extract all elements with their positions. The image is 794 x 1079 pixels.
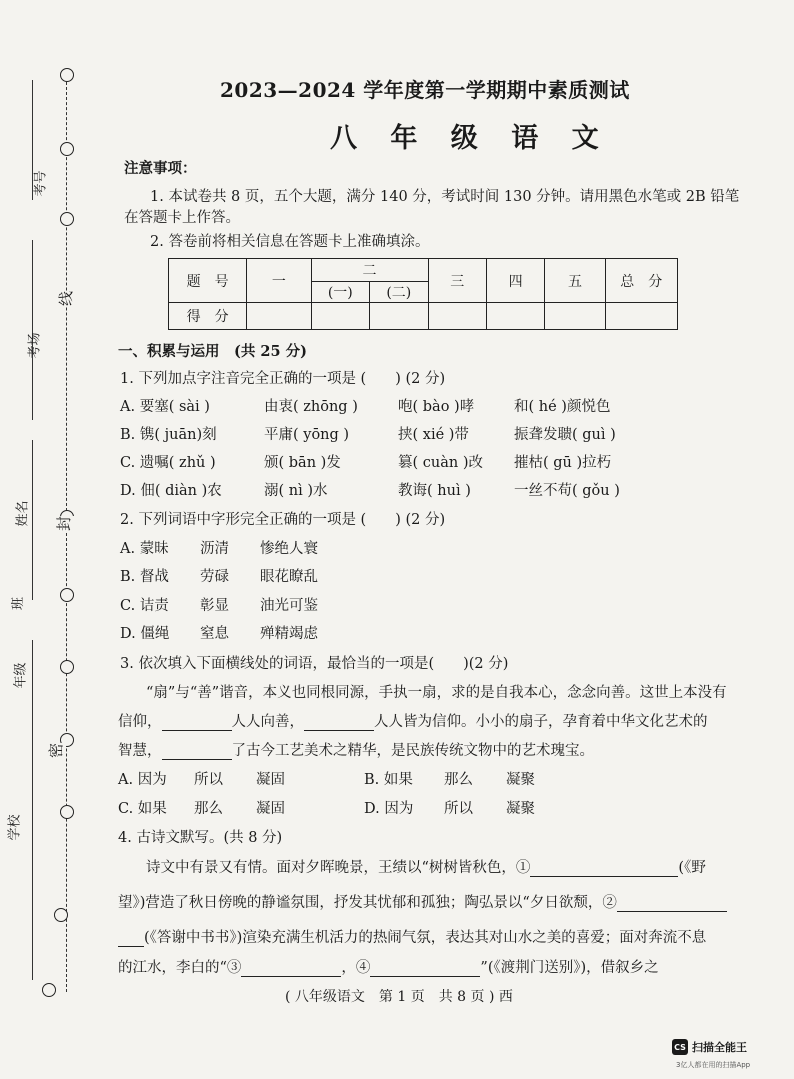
scanner-app-slogan: 3亿人都在用的扫描App (676, 1061, 751, 1069)
q3-blank-2[interactable] (304, 730, 374, 731)
binding-hole-icon (60, 68, 74, 82)
q1-option-d: D. 佃( diàn )农 (120, 483, 222, 499)
q3-option-c: 那么 (194, 801, 223, 817)
q4-blank-3[interactable] (241, 976, 341, 977)
field-line (32, 440, 33, 600)
q3-option-d: 凝聚 (506, 801, 535, 817)
q3-option-c: 凝固 (256, 801, 285, 817)
q2-option-a: A. 蒙昧 (120, 541, 169, 557)
q2-option-b: 眼花瞭乱 (260, 569, 318, 585)
score-header-4: 四 (486, 259, 544, 303)
field-line (32, 240, 33, 420)
q4-passage-line-2 (118, 895, 727, 912)
question-1-stem: 1. 下列加点字注音完全正确的一项是 ( ) (2 分) (120, 371, 446, 387)
q1-option-b: 挟( xié )带 (398, 427, 469, 443)
q4-text: (《答谢中书书》)渲染充满生机活力的热闹气氛，表达其对山水之美的喜爱；面对奔流不息 (144, 930, 707, 946)
binding-hole-icon (60, 588, 74, 602)
scanner-app-name: 扫描全能王 (692, 1041, 747, 1054)
score-header-5: 五 (545, 259, 605, 303)
q3-text: 智慧， (118, 743, 162, 759)
q1-option-b: 振聋发聩( guì ) (514, 427, 616, 443)
q4-blank-1[interactable] (530, 876, 678, 877)
q4-passage-line-1 (146, 860, 706, 877)
q1-option-d: 教诲( huì ) (398, 483, 471, 499)
q1-option-d: 溺( nì )水 (264, 483, 328, 499)
cut-mark-feng: 封 (55, 515, 74, 532)
field-line (32, 640, 33, 980)
q1-option-c: C. 遗嘱( zhǔ ) (120, 455, 216, 471)
q4-text: ”(《渡荆门送别》)，借叙乡之 (480, 960, 659, 976)
binding-dashed-line (66, 72, 67, 992)
margin-label-class: 班 (11, 596, 27, 611)
q4-text: 诗文中有景又有情。面对夕晖晚景，王绩以“树树皆秋色，① (146, 860, 531, 876)
q4-blank-2-cont[interactable] (118, 946, 144, 947)
cut-mark-xian: 线 (57, 290, 76, 307)
q3-option-d: D. 因为 (364, 801, 414, 817)
score-cell (428, 303, 486, 330)
score-header-1: 一 (247, 259, 311, 303)
binding-hole-icon (60, 660, 74, 674)
score-cell (311, 303, 370, 330)
q4-blank-4[interactable] (370, 976, 480, 977)
q2-option-a: 沥清 (200, 541, 229, 557)
q2-option-d: 窒息 (200, 626, 229, 642)
score-header-total: 总 分 (605, 259, 677, 303)
q3-option-a: 所以 (194, 772, 223, 788)
score-header-tihao: 题 号 (169, 259, 247, 303)
q4-passage-line-4 (118, 960, 659, 977)
q4-text: ，④ (341, 960, 371, 976)
q3-option-b: B. 如果 (364, 772, 413, 788)
q4-text: 的江水，李白的“③ (118, 960, 242, 976)
q3-passage-line-3 (118, 743, 594, 760)
q3-option-d: 所以 (444, 801, 473, 817)
q2-option-c: 彰显 (200, 598, 229, 614)
q1-option-b: B. 镌( juān)刻 (120, 427, 217, 443)
binding-hole-icon (60, 142, 74, 156)
binding-hole-icon (60, 805, 74, 819)
score-cell (370, 303, 429, 330)
section-heading: 一、积累与运用 (共 25 分) (118, 343, 307, 360)
margin-label-school: 学校 (7, 814, 23, 841)
cut-mark-mi: 密 (47, 742, 66, 759)
q2-option-c: C. 诘责 (120, 598, 169, 614)
margin-label-name: 姓名 (15, 500, 31, 527)
binding-hole-icon (60, 212, 74, 226)
score-cell (605, 303, 677, 330)
q3-blank-1[interactable] (162, 730, 232, 731)
score-header-2: 二 (311, 259, 428, 282)
score-row-label: 得 分 (169, 303, 247, 330)
q4-text: 望》)营造了秋日傍晚的静谧氛围，抒发其忧郁和孤独；陶弘景以“夕日欲颓，② (118, 895, 617, 911)
binding-hole-icon (42, 983, 56, 997)
score-header-2b: (二) (370, 282, 429, 303)
q2-option-d: D. 僵绳 (120, 626, 170, 642)
q3-option-a: A. 因为 (118, 772, 167, 788)
q3-option-b: 凝聚 (506, 772, 535, 788)
q3-option-b: 那么 (444, 772, 473, 788)
notice-item-1: 1. 本试卷共 8 页，五个大题，满分 140 分，考试时间 130 分钟。请用黑色水笔或 2B 铅笔 (150, 189, 740, 205)
q1-option-b: 平庸( yōng ) (264, 427, 350, 443)
q2-option-c: 油光可鉴 (260, 598, 318, 614)
q3-text: 人人向善， (231, 714, 304, 730)
question-4-stem: 4. 古诗文默写。(共 8 分) (118, 830, 283, 846)
q3-option-c: C. 如果 (118, 801, 167, 817)
q1-option-c: 摧枯( gū )拉朽 (514, 455, 612, 471)
score-cell (486, 303, 544, 330)
q1-option-a: A. 要塞( sài ) (120, 399, 210, 415)
q2-option-d: 殚精竭虑 (260, 626, 318, 642)
q1-option-a: 由衷( zhōng ) (264, 399, 358, 415)
q2-option-b: 劳碌 (200, 569, 229, 585)
q1-option-c: 篡( cuàn )改 (398, 455, 483, 471)
margin-label-exam-room: 考场 (27, 332, 43, 359)
q1-option-c: 颁( bān )发 (264, 455, 341, 471)
q3-blank-3[interactable] (162, 759, 232, 760)
scanner-watermark (672, 1039, 747, 1055)
exam-title: 2023—2024 学年度第一学期期中素质测试 (220, 78, 630, 102)
margin-label-exam-no: 考号 (33, 170, 49, 197)
binding-hole-icon (54, 908, 68, 922)
subject-title: 八 年 级 语 文 (330, 123, 611, 154)
q2-option-a: 惨绝人寰 (260, 541, 318, 557)
q3-option-a: 凝固 (256, 772, 285, 788)
score-cell (545, 303, 605, 330)
q3-text: 人人皆为信仰。小小的扇子，孕育着中华文化艺术的 (374, 714, 708, 730)
page-footer: ( 八年级语文 第 1 页 共 8 页 ) 西 (285, 989, 513, 1005)
notice-heading: 注意事项： (124, 160, 197, 177)
score-header-2a: (一) (311, 282, 370, 303)
q4-blank-2[interactable] (617, 911, 727, 912)
question-3-stem: 3. 依次填入下面横线处的词语，最恰当的一项是( )(2 分) (120, 656, 509, 672)
score-cell (247, 303, 311, 330)
margin-label-grade: 年级 (13, 662, 29, 689)
notice-item-2: 2. 答卷前将相关信息在答题卡上准确填涂。 (150, 234, 430, 250)
q3-passage-line-1: “扇”与“善”谐音，本义也同根同源，手执一扇，求的是自我本心，念念向善。这世上本没有 (146, 685, 727, 701)
q4-text: (《野 (678, 860, 706, 876)
q3-text: 信仰， (118, 714, 162, 730)
q1-option-a: 咆( bào )哮 (398, 399, 475, 415)
q4-passage-line-3 (118, 930, 706, 947)
score-header-3: 三 (428, 259, 486, 303)
q1-option-a: 和( hé )颜悦色 (514, 399, 611, 415)
q3-text: 了古今工艺美术之精华，是民族传统文物中的艺术瑰宝。 (231, 743, 594, 759)
camscanner-logo-icon: CS (672, 1039, 688, 1055)
q2-option-b: B. 督战 (120, 569, 169, 585)
question-2-stem: 2. 下列词语中字形完全正确的一项是 ( ) (2 分) (120, 512, 446, 528)
q3-passage-line-2 (118, 714, 708, 731)
score-table (168, 258, 678, 330)
notice-item-1-cont: 在答题卡上作答。 (124, 210, 240, 226)
q1-option-d: 一丝不苟( gǒu ) (514, 483, 620, 499)
